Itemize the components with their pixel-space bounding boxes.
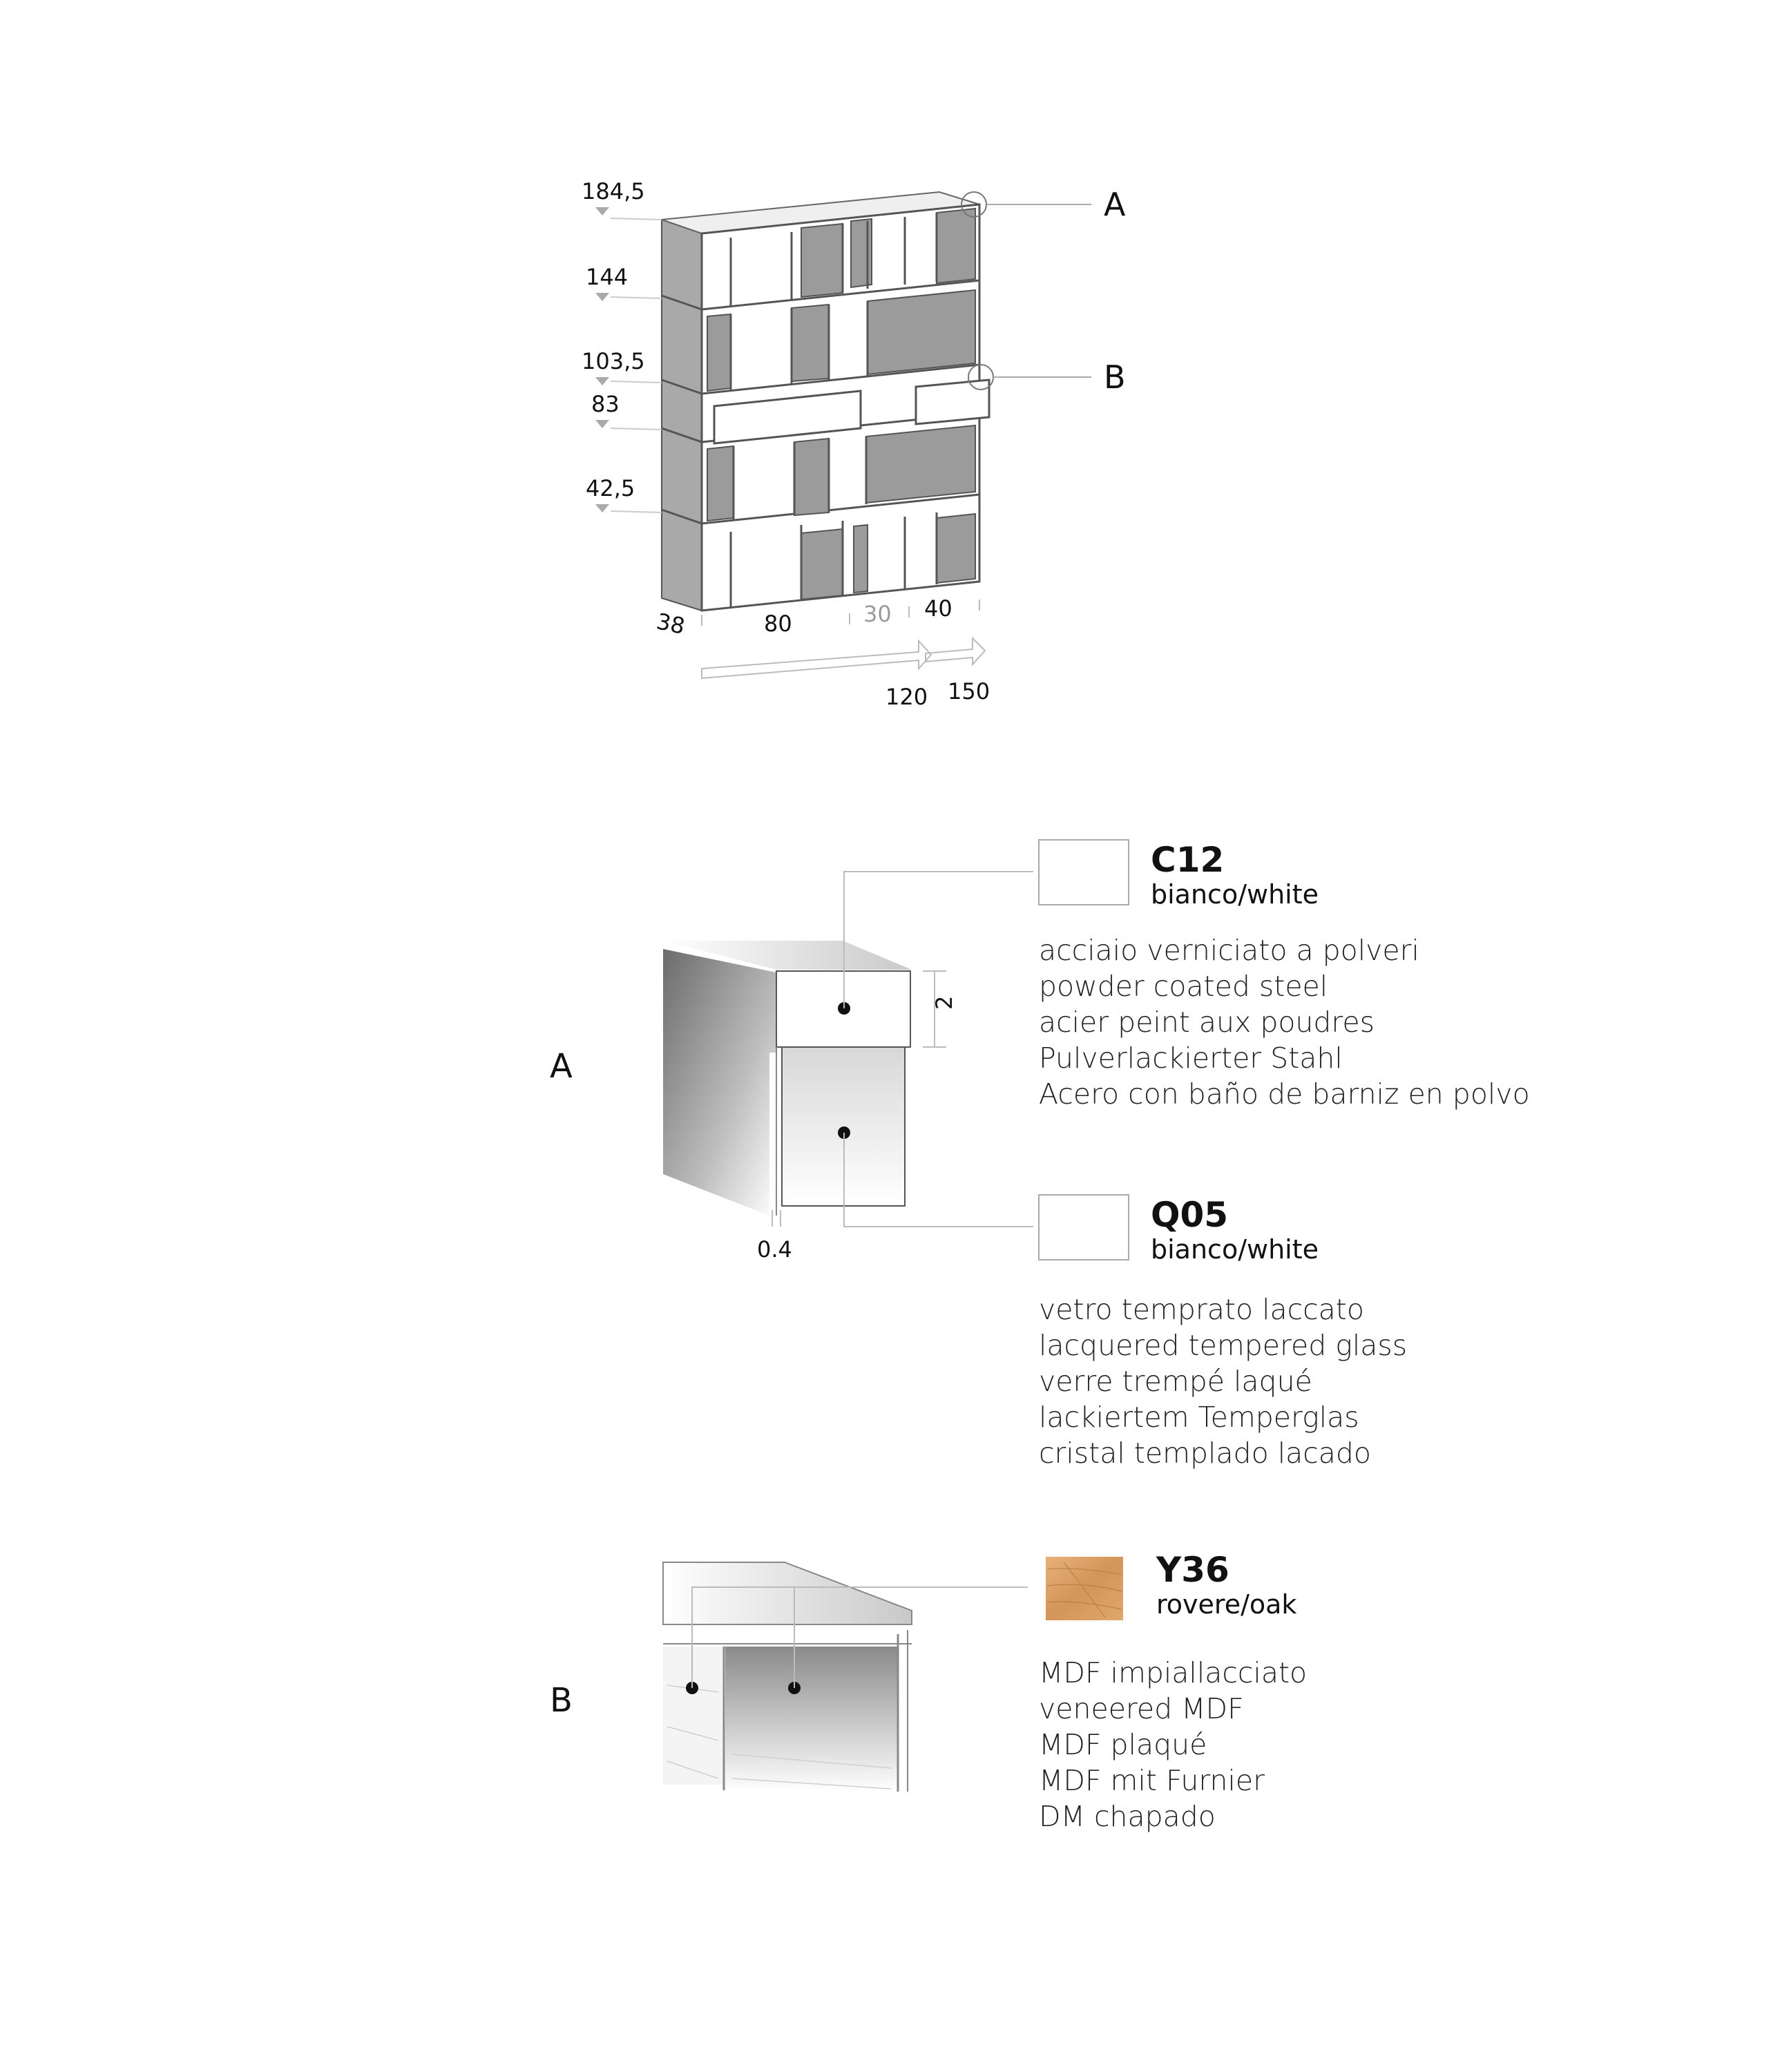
bookcase-side-panel <box>662 220 702 611</box>
swatch-c12 <box>1039 840 1129 905</box>
detail-b-inner-panel <box>725 1647 898 1792</box>
bookcase-overview <box>582 178 1126 710</box>
cap-thickness-label: 2 <box>931 995 957 1010</box>
desc-y36-it: MDF impiallacciato <box>1039 1656 1308 1689</box>
desc-y36-fr: MDF plaqué <box>1039 1728 1207 1761</box>
drawer-right <box>916 380 989 424</box>
glass-thickness-label: 0.4 <box>757 1236 792 1263</box>
height-mark-103-5: 103,5 <box>582 348 645 374</box>
finish-color-y36: rovere/oak <box>1156 1589 1297 1620</box>
callout-label-a: A <box>1104 186 1126 223</box>
width-40-label: 40 <box>924 595 952 622</box>
height-mark-83: 83 <box>591 391 620 417</box>
section-b-letter: B <box>550 1681 573 1720</box>
total-width-120: 120 <box>886 684 928 710</box>
callout-label-b: B <box>1104 358 1126 396</box>
height-mark-144: 144 <box>586 264 629 290</box>
section-a-letter: A <box>550 1047 573 1086</box>
desc-c12-fr: acier peint aux poudres <box>1039 1006 1375 1039</box>
total-width-150: 150 <box>948 678 990 704</box>
desc-q05-en: lacquered tempered glass <box>1039 1329 1408 1362</box>
finish-code-c12: C12 <box>1151 840 1225 880</box>
section-b <box>550 1550 1307 1833</box>
detail-a-side <box>663 949 776 1216</box>
height-mark-42-5: 42,5 <box>586 475 635 501</box>
desc-y36-en: veneered MDF <box>1039 1692 1244 1725</box>
width-arrow-150 <box>926 638 985 664</box>
desc-c12-en: powder coated steel <box>1039 970 1328 1003</box>
finish-color-q05: bianco/white <box>1151 1234 1319 1265</box>
desc-c12-de: Pulverlackierter Stahl <box>1039 1042 1343 1075</box>
detail-b-left-panel <box>663 1647 724 1785</box>
height-mark-184-5: 184,5 <box>582 178 645 204</box>
width-scale <box>654 595 990 710</box>
width-30-label: 30 <box>863 601 892 627</box>
desc-q05-de: lackiertem Temperglas <box>1039 1401 1359 1434</box>
detail-b-top <box>663 1562 912 1624</box>
desc-q05-es: cristal templado lacado <box>1039 1437 1371 1470</box>
desc-q05-fr: verre trempé laqué <box>1039 1365 1312 1398</box>
finish-code-y36: Y36 <box>1156 1550 1229 1590</box>
desc-y36-es: DM chapado <box>1039 1800 1216 1833</box>
depth-label: 38 <box>654 608 687 640</box>
desc-y36-de: MDF mit Furnier <box>1039 1764 1265 1797</box>
width-arrow-120 <box>702 641 931 678</box>
desc-c12-it: acciaio verniciato a polveri <box>1039 934 1419 967</box>
swatch-q05 <box>1039 1195 1129 1260</box>
desc-c12-es: Acero con baño de barniz en polvo <box>1039 1077 1530 1111</box>
section-a <box>550 840 1530 1470</box>
finish-color-c12: bianco/white <box>1151 879 1319 910</box>
finish-code-q05: Q05 <box>1151 1195 1229 1235</box>
height-scale <box>582 178 662 512</box>
desc-q05-it: vetro temprato laccato <box>1039 1293 1364 1326</box>
width-80-label: 80 <box>764 611 792 637</box>
